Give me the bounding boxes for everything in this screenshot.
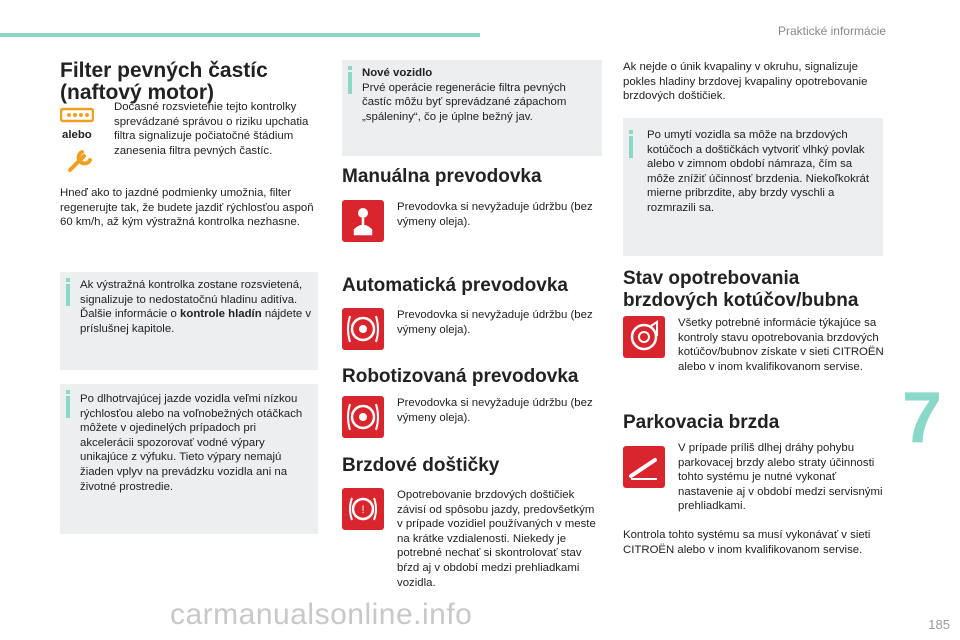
robotized-gearbox-text: Prevodovka si nevyžaduje údržbu (bez výmeny oleja). [397, 397, 593, 424]
info-vapour-text: Po dlhotrvajúcej jazde vozidla veľmi nízkou rýchlosťou alebo na voľnobežných otáčkach môžete v ojedinelých prípadoch pri akcelerácii spozorovať vodné výpary unikajúce z výfuku. Tieto výpary nemajú žiaden vplyv na prevádzku vozidla ani na životné prostredie. [80, 393, 303, 493]
brake-pads-icon [342, 488, 384, 530]
info-icon [348, 72, 352, 94]
brake-wear-title: Stav opotrebovania brzdových kotúčov/bubna [623, 268, 859, 311]
parking-brake-note: Kontrola tohto systému sa musí vykonávať v sieti CITROËN alebo v inom kvalifikovanom servise. [623, 529, 871, 556]
info-icon [66, 284, 70, 306]
info-new-vehicle-title: Nové vozidlo [362, 67, 433, 79]
info-wet-brakes-text: Po umytí vozidla sa môže na brzdových kotúčoch a doštičkách vytvoriť vlhký povlak alebo v zimnom období námraza, čím sa môže znížiť účinnosť brzdenia. Niekoľkokrát mierne pribrzdite, aby brzdy vyschli a rozmrazili sa. [647, 129, 870, 214]
service-wrench-icon [66, 148, 96, 174]
dpf-title: Filter pevných častíc (naftový motor) [60, 59, 268, 104]
brake-wear-text: Všetky potrebné informácie týkajúce sa kontroly stavu opotrebovania brzdových kotúčov/bubnov získate v sieti CITROËN alebo v inom kvalifikovanom servise. [678, 317, 884, 373]
info-box-vapour [60, 384, 318, 534]
automatic-gearbox-title: Automatická prevodovka [342, 275, 568, 296]
info-additive-reference: Ďalšie informácie o kontrole hladín nájdete v príslušnej kapitole. [80, 308, 312, 335]
manual-gearbox-text: Prevodovka si nevyžaduje údržbu (bez výmeny oleja). [397, 201, 593, 228]
robotized-gearbox-title: Robotizovaná prevodovka [342, 366, 579, 387]
automatic-gearbox-text: Prevodovka si nevyžaduje údržbu (bez výmeny oleja). [397, 309, 593, 336]
parking-brake-title: Parkovacia brzda [623, 412, 780, 433]
page-number: 185 [928, 617, 950, 632]
info-new-vehicle-text: Prvé operácie regenerácie filtra pevných častíc môžu byť sprevádzané zápachom „spáleniny“, čo je úplne bežný jav. [362, 81, 567, 123]
header-accent-bar [0, 33, 480, 37]
watermark: carmanualsonline.info [170, 598, 473, 631]
brake-fluid-intro: Ak nejde o únik kvapaliny v okruhu, signalizuje pokles hladiny brzdovej kvapaliny opotrebovanie brzdových doštičiek. [623, 61, 868, 103]
info-box-new-vehicle [342, 60, 602, 156]
icon-or-label: alebo [62, 129, 92, 141]
section-header: Praktické informácie [777, 24, 886, 38]
dpf-paragraph: Hneď ako to jazdné podmienky umožnia, filter regenerujte tak, že budete jazdiť rýchlosťou aspoň 60 km/h, až kým výstražná kontrolka nezhasne. [60, 187, 314, 229]
info-additive-text: Ak výstražná kontrolka zostane rozsvietená, signalizuje to nedostatočnú hladinu aditíva. [80, 279, 303, 306]
info-icon [66, 396, 70, 418]
dpf-warning-icon [60, 104, 94, 126]
automatic-gearbox-icon [342, 308, 384, 350]
info-icon [629, 136, 633, 158]
info-box-wet-brakes [623, 118, 883, 256]
robotized-gearbox-icon [342, 396, 384, 438]
dpf-lamp-text: Dočasné rozsvietenie tejto kontrolky sprevádzané správou o riziku upchatia filtra signalizuje počiatočné štádium zanesenia filtra pevných častíc. [114, 101, 309, 157]
info-box-additive [60, 272, 318, 370]
parking-brake-icon [623, 446, 665, 488]
svg-text:!: ! [361, 504, 365, 516]
manual-gearbox-icon [342, 200, 384, 242]
brake-pads-text: Opotrebovanie brzdových doštičiek závisí od spôsobu jazdy, predovšetkým v prípade vozidiel používaných v meste na krátke vzdialenosti. Niekedy je potrebné nechať si skontrolovať stav bŕzd aj v období medzi prehliadkami vozidla. [397, 489, 596, 589]
manual-gearbox-title: Manuálna prevodovka [342, 166, 542, 187]
parking-brake-text: V prípade príliš dlhej dráhy pohybu parkovacej brzdy alebo straty účinnosti tohto systému je nutné vykonať nastavenie aj v období medzi servisnými prehliadkami. [678, 442, 883, 513]
chapter-tab: 7 [902, 378, 943, 458]
brake-pads-title: Brzdové doštičky [342, 455, 500, 476]
brake-disc-icon [623, 316, 665, 358]
